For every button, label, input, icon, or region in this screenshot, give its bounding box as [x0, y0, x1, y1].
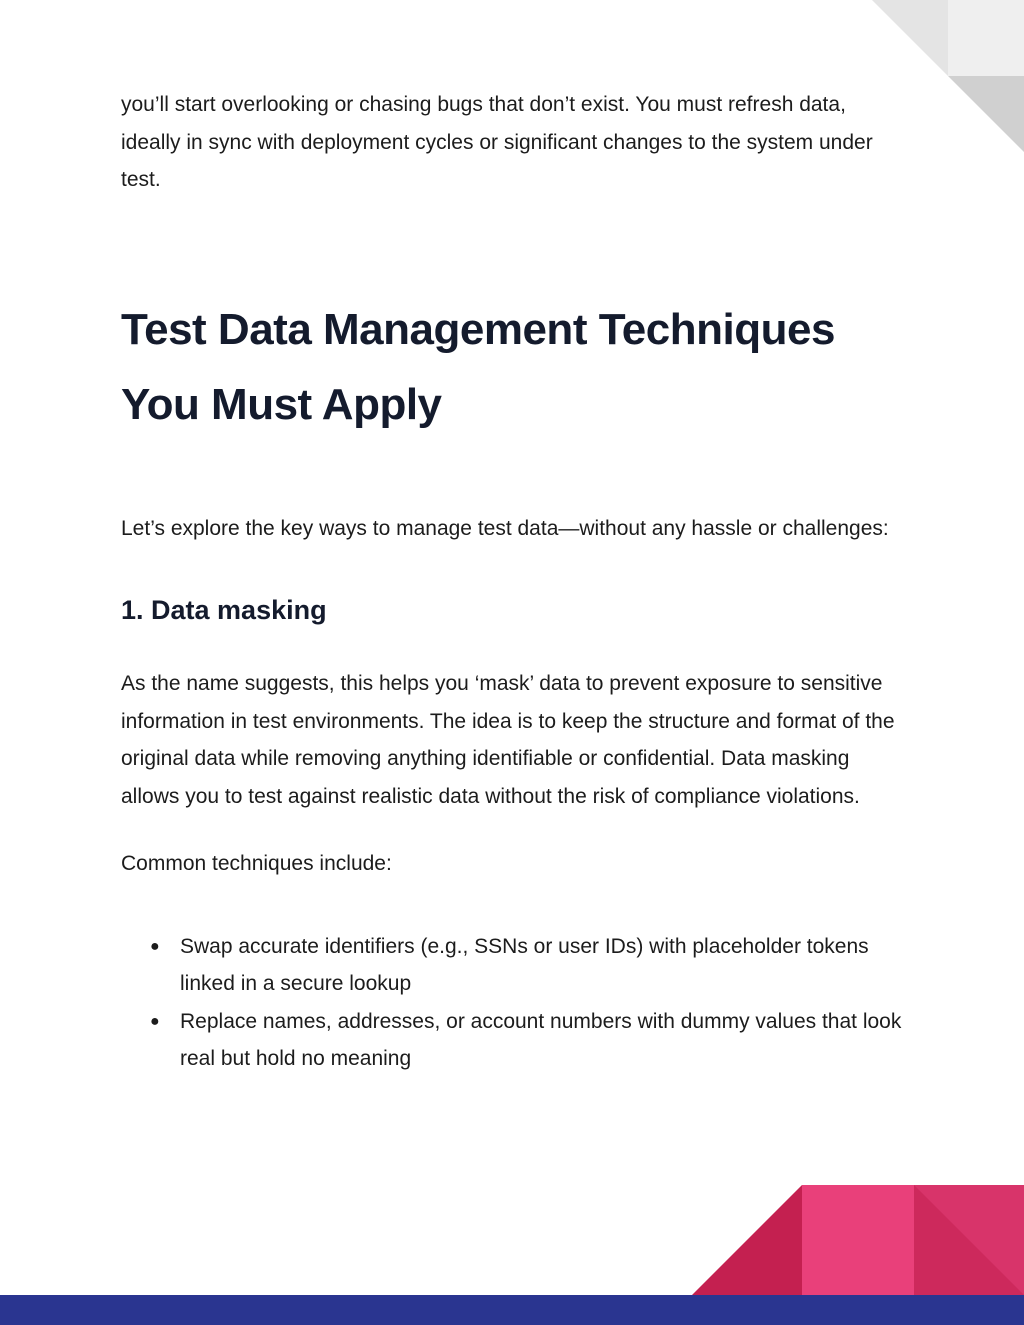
bullet-icon: ●: [150, 1012, 160, 1030]
document-body: [121, 86, 911, 1078]
footer-bar: [0, 1295, 1024, 1325]
top-corner-square: [948, 0, 1024, 76]
section-intro-paragraph: Let’s explore the key ways to manage test data—without any hassle or challenges:: [121, 516, 889, 540]
list-item-text: Replace names, addresses, or account numbers with dummy values that look real but hold no meaning: [180, 1009, 902, 1070]
section-heading: Test Data Management Techniques You Must Apply: [121, 304, 835, 429]
top-corner-dark-triangle: [948, 76, 1024, 152]
techniques-lead: Common techniques include:: [121, 852, 392, 875]
list-item: [121, 1003, 911, 1078]
techniques-list: [121, 928, 911, 1078]
data-masking-paragraph: As the name suggests, this helps you ‘mask’ data to prevent exposure to sensitive information in test environments. The idea is to keep the structure and format of the original data while removing anything identifiable or confidential. Data masking allows you to test against realistic data without the risk of compliance violations.: [121, 672, 895, 808]
bullet-icon: ●: [150, 937, 160, 955]
top-corner-light-triangle: [872, 0, 948, 76]
list-item: [121, 928, 911, 1003]
subsection-heading: 1. Data masking: [121, 595, 327, 625]
bottom-corner-left-triangle: [692, 1185, 802, 1295]
bottom-corner-center-block: [802, 1185, 914, 1295]
list-item-text: Swap accurate identifiers (e.g., SSNs or user IDs) with placeholder tokens linked in a secure lookup: [180, 934, 869, 995]
bottom-corner-decoration: [692, 1185, 1024, 1295]
intro-paragraph: you’ll start overlooking or chasing bugs that don’t exist. You must refresh data, ideally in sync with deployment cycles or significant changes to the system under test.: [121, 93, 873, 191]
